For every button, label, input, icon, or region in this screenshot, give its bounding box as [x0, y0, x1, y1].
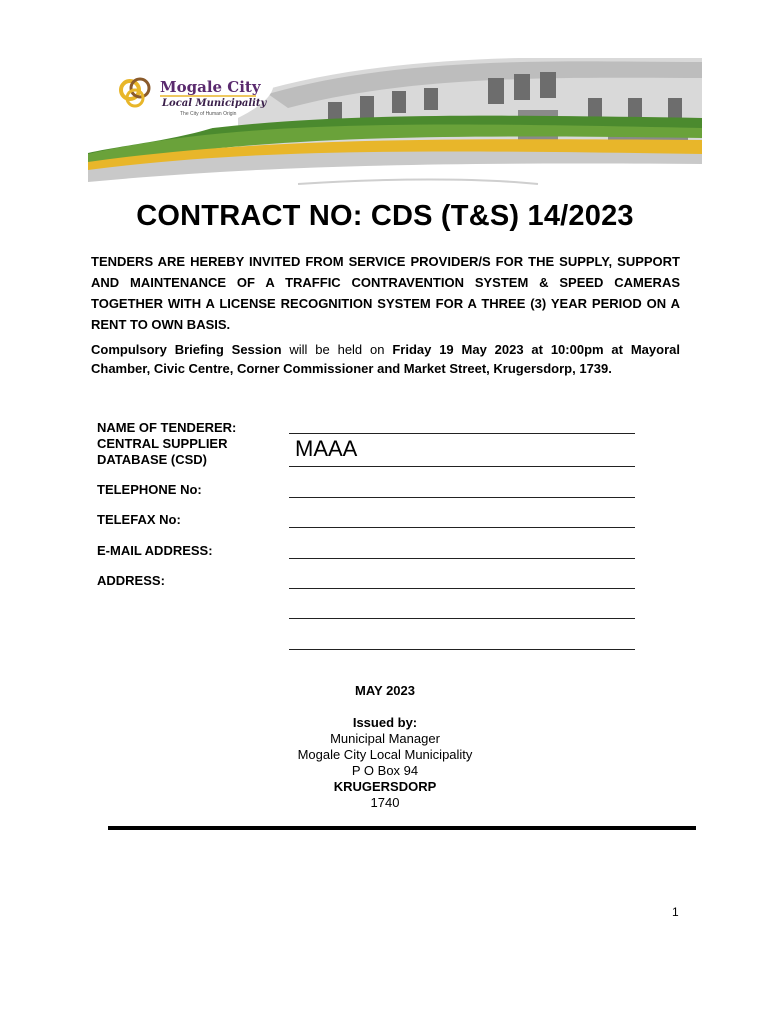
contract-title: CONTRACT NO: CDS (T&S) 14/2023	[136, 200, 634, 232]
name-field-line[interactable]	[289, 466, 635, 467]
issued-by-label: Issued by:	[352, 715, 418, 730]
issuer-postal-code: 1740	[370, 795, 400, 810]
briefing-lead: Compulsory Briefing Session	[91, 342, 282, 357]
footer-divider	[108, 826, 696, 830]
email-label: E-MAIL ADDRESS:	[97, 543, 213, 558]
address-label: ADDRESS:	[97, 573, 165, 588]
name-of-tenderer-label	[97, 420, 236, 468]
page-number: 1	[672, 905, 679, 919]
issuer-po-box: P O Box 94	[351, 763, 419, 778]
telefax-field-line[interactable]	[289, 527, 635, 528]
name-field-top-line	[289, 433, 635, 434]
briefing-details: Friday 19 May 2023 at 10:00pm at Mayoral Chamber, Civic Centre, Corner Commissioner and Market Street, Krugersdorp, 1739.	[91, 342, 680, 376]
email-field-line[interactable]	[289, 558, 635, 559]
logo-tagline: The City of Human Origin	[180, 111, 237, 117]
address-field-line-2[interactable]	[289, 618, 635, 619]
address-field-line-3[interactable]	[289, 649, 635, 650]
address-field-line-1[interactable]	[289, 588, 635, 589]
tenderer-name-value[interactable]: MAAA	[295, 436, 358, 461]
logo-name: Mogale City	[160, 78, 261, 96]
briefing-mid: will be held on	[281, 342, 393, 357]
issuer-town: KRUGERSDORP	[333, 779, 437, 794]
telephone-field-line[interactable]	[289, 497, 635, 498]
label-line-3: DATABASE (CSD)	[97, 452, 208, 467]
tender-invitation: TENDERS ARE HEREBY INVITED FROM SERVICE PROVIDER/S FOR THE SUPPLY, SUPPORT AND MAINTENANCE OF A TRAFFIC CONTRAVENTION SYSTEM & SPEED CAMERAS TOGETHER WITH A LICENSE RECOGNITION SYSTEM FOR A THREE (3) YEAR PERIOD ON A RENT TO OWN BASIS.	[91, 254, 680, 332]
telefax-label: TELEFAX No:	[97, 512, 181, 527]
issuer-organisation: Mogale City Local Municipality	[297, 747, 473, 762]
label-line-2: CENTRAL SUPPLIER	[97, 436, 228, 451]
logo-subtitle: Local Municipality	[162, 98, 267, 109]
label-line-1: NAME OF TENDERER:	[97, 420, 237, 435]
issue-date: MAY 2023	[355, 683, 415, 698]
briefing-notice	[91, 340, 680, 378]
telephone-label: TELEPHONE No:	[97, 482, 202, 497]
issuer-title: Municipal Manager	[330, 731, 440, 746]
